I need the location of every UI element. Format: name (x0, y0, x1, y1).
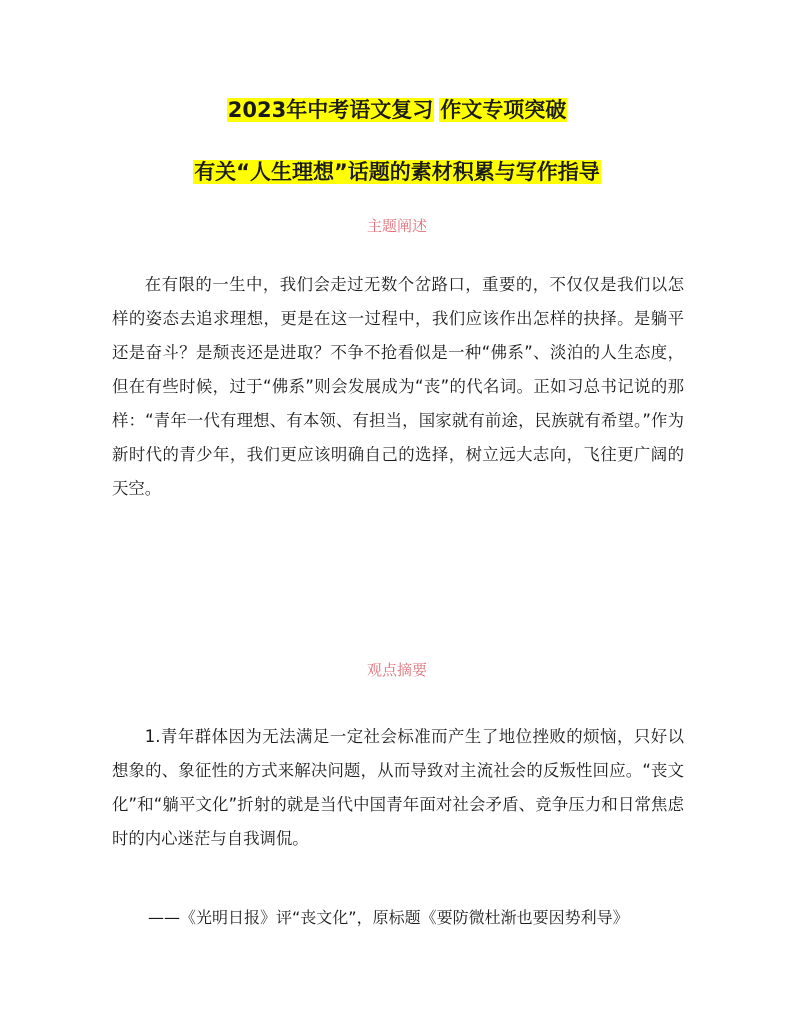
title-part1: 年中考语文复习 (286, 98, 434, 122)
document-subtitle (0, 158, 794, 186)
title-highlight-1 (227, 98, 434, 122)
subtitle-highlight: 有关“人生理想”话题的素材积累与写作指导 (194, 160, 600, 184)
title-part2: 作文专项突破 (440, 98, 567, 122)
title-highlight-2 (439, 98, 567, 122)
section-heading-viewpoints: 观点摘要 (366, 661, 427, 679)
document-title (0, 96, 794, 124)
title-year: 2023 (227, 98, 287, 122)
theme-paragraph: 在有限的一生中，我们会走过无数个岔路口，重要的，不仅仅是我们以怎样的姿态去追求理想，更是在这一过程中，我们应该作出怎样的抉择。是躺平还是奋斗？是颓丧还是进取？不争不抢看似是一种“佛系”、淡泊的人生态度，但在有些时候，过于“佛系”则会发展成为“丧”的代名词。正如习总书记说的那样：“青年一代有理想、有本领、有担当，国家就有前途，民族就有希望。”作为新时代的青少年，我们更应该明确自己的选择，树立远大志向，飞往更广阔的天空。 (112, 275, 684, 498)
section-heading-theme: 主题阐述 (366, 217, 427, 235)
viewpoint-citation: ——《光明日报》评“丧文化”，原标题《要防微杜渐也要因势利导》 (148, 908, 629, 927)
viewpoint-paragraph: 1.青年群体因为无法满足一定社会标准而产生了地位挫败的烦恼，只好以想象的、象征性的方式来解决问题，从而导致对主流社会的反叛性回应。“丧文化”和“躺平文化”折射的就是当代中国青年面对社会矛盾、竞争压力和日常焦虑时的内心迷茫与自我调侃。 (112, 727, 684, 848)
